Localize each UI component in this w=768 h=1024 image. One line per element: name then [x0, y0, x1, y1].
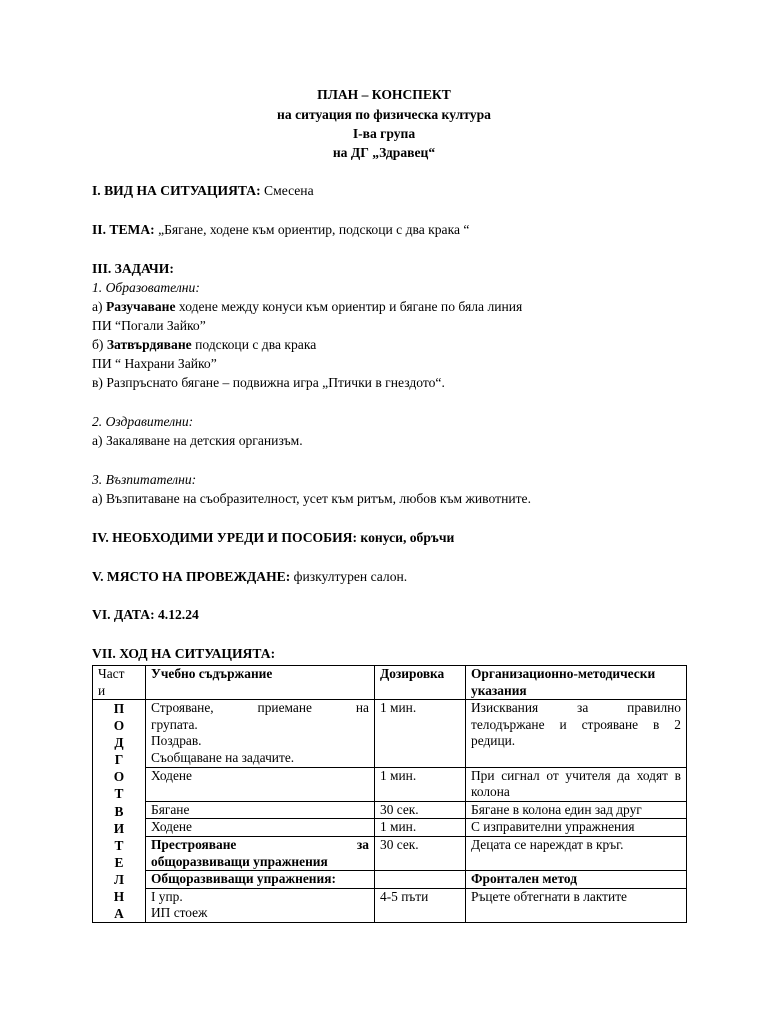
row-dosage: [375, 871, 466, 889]
section-theme-value: „Бягане, ходене към ориентир, подскоци с два крака “: [154, 222, 470, 237]
task-a-bold: Разучаване: [105, 299, 176, 314]
task-b-bold: Затвърдяване: [106, 337, 192, 352]
row-content: [146, 888, 375, 922]
task-a-prefix: а): [92, 299, 106, 314]
table-row: [93, 767, 687, 801]
table-row: [93, 888, 687, 922]
task-health-a: а) Закаляване на детския организъм.: [92, 433, 303, 448]
part-letter: А: [114, 906, 124, 922]
row-org: Изисквания за правилно телодържане и строяване в 2 редици.: [466, 700, 687, 768]
table-row: [93, 700, 687, 768]
section-equipment-value: конуси, обръчи: [357, 530, 455, 545]
tasks-upbringing-heading: 3. Възпитателни:: [92, 472, 197, 487]
task-a: [92, 298, 522, 315]
part-letter: Л: [114, 871, 124, 887]
row-content-line: общоразвиващи упражнения: [151, 853, 328, 869]
header-org: Организационно-методически указания: [466, 666, 687, 700]
section-theme: [92, 221, 469, 238]
row-dosage: 1 мин.: [375, 819, 466, 837]
part-letter: О: [113, 718, 125, 734]
row-content: Общоразвиващи упражнения:: [146, 871, 375, 889]
part-letter: Т: [114, 837, 124, 853]
row-dosage: 4-5 пъти: [375, 888, 466, 922]
part-vertical-label: [93, 700, 146, 923]
section-type-value: Смесена: [260, 183, 314, 198]
row-content: Бягане: [146, 801, 375, 819]
task-b: [92, 336, 316, 353]
task-b-game: ПИ “ Нахрани Зайко”: [92, 356, 217, 371]
row-org: Бягане в колона един зад друг: [466, 801, 687, 819]
row-content-line: Поздрав.: [151, 733, 202, 748]
row-content-line: I упр.: [151, 888, 183, 904]
task-b-prefix: б): [92, 337, 107, 352]
header-part: Част и: [93, 666, 146, 700]
row-org: Децата се нареждат в кръг.: [466, 837, 687, 871]
row-content-line: Престрояване за: [151, 837, 369, 853]
task-v: в) Разпръснато бягане – подвижна игра „Птички в гнездото“.: [92, 375, 445, 390]
row-dosage: 30 сек.: [375, 837, 466, 871]
section-theme-label: II. ТЕМА:: [92, 222, 155, 237]
part-letter: И: [113, 820, 125, 836]
row-content-line: групата.: [151, 716, 198, 732]
row-content: Ходене: [146, 767, 375, 801]
part-letter: Д: [114, 735, 124, 751]
part-letter: В: [114, 803, 124, 819]
row-dosage: 1 мин.: [375, 767, 466, 801]
row-content: [146, 700, 375, 768]
task-upbringing-a: а) Възпитаване на съобразителност, усет към ритъм, любов към животните.: [92, 491, 531, 506]
section-tasks-label: III. ЗАДАЧИ:: [92, 261, 174, 276]
task-a-game: ПИ “Погали Зайко”: [92, 318, 206, 333]
part-letter: Н: [113, 889, 125, 905]
section-equipment: [92, 529, 454, 546]
table-row: [93, 801, 687, 819]
table-header-row: [93, 666, 687, 700]
task-b-text: подскоци с два крака: [191, 337, 317, 352]
section-place-value: физкултурен салон.: [290, 569, 408, 584]
tasks-educational-heading: 1. Образователни:: [92, 280, 200, 295]
section-type-label: I. ВИД НА СИТУАЦИЯТА:: [92, 183, 261, 198]
table-row: [93, 871, 687, 889]
header-dosage: Дозировка: [375, 666, 466, 700]
tasks-health-heading: 2. Оздравителни:: [92, 414, 194, 429]
table-row: [93, 837, 687, 871]
row-content: Ходене: [146, 819, 375, 837]
row-content-line: Строяване, приемане на: [151, 700, 369, 715]
doc-subtitle: на ситуация по физическа култура: [277, 107, 491, 122]
task-a-text: ходене между конуси към ориентир и бягане по бяла линия: [175, 299, 523, 314]
row-content-line: Съобщаване на задачите.: [151, 749, 295, 765]
header-content: Учебно съдържание: [146, 666, 375, 700]
section-place: [92, 568, 407, 585]
doc-title: ПЛАН – КОНСПЕКТ: [317, 87, 451, 102]
row-content-line: ИП стоеж: [151, 905, 208, 921]
row-org: Фронтален метод: [466, 871, 687, 889]
part-letter: Т: [114, 786, 124, 802]
doc-group: I-ва група: [352, 126, 416, 141]
row-org: При сигнал от учителя да ходят в колона: [466, 767, 687, 801]
part-letter: Е: [114, 854, 124, 870]
table-row: [93, 819, 687, 837]
doc-kindergarten: на ДГ „Здравец“: [332, 145, 436, 160]
section-type: [92, 182, 314, 199]
part-letter: О: [113, 769, 125, 785]
row-org: Ръцете обтегнати в лактите: [466, 888, 687, 922]
part-letter: П: [113, 701, 125, 716]
section-place-label: V. МЯСТО НА ПРОВЕЖДАНЕ:: [92, 569, 291, 584]
section-course: VII. ХОД НА СИТУАЦИЯТА:: [92, 646, 276, 661]
row-org: С изправителни упражнения: [466, 819, 687, 837]
row-content: [146, 837, 375, 871]
row-dosage: 1 мин.: [375, 700, 466, 768]
section-date: VI. ДАТА: 4.12.24: [92, 607, 199, 622]
section-equipment-label: IV. НЕОБХОДИМИ УРЕДИ И ПОСОБИЯ:: [92, 530, 358, 545]
row-dosage: 30 сек.: [375, 801, 466, 819]
part-letter: Г: [114, 752, 124, 768]
course-table: [92, 665, 687, 923]
